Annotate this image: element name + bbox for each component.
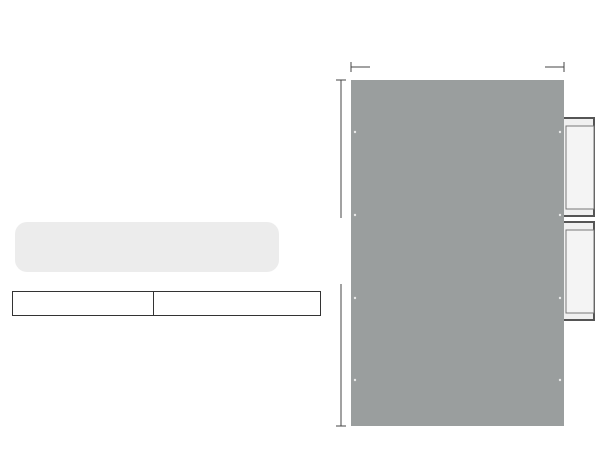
curtain-panel (351, 80, 564, 426)
length-dimension-line (336, 80, 346, 426)
width-dimension-line (351, 62, 564, 72)
